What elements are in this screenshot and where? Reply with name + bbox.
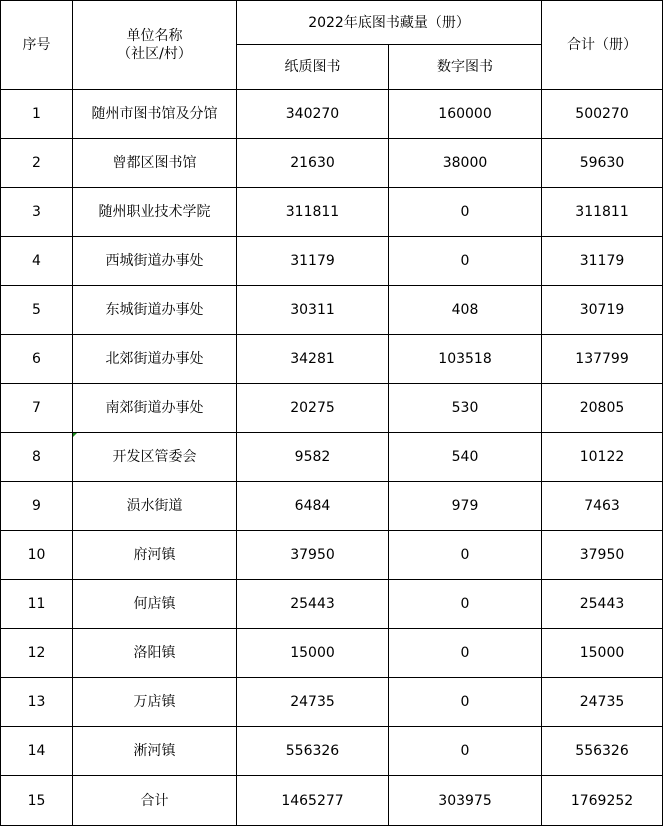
row-paper-books-cell: 311811 (237, 188, 389, 237)
table-row (1, 433, 663, 482)
row-digital-books-cell: 0 (389, 727, 542, 776)
row-index-cell: 13 (1, 678, 73, 727)
row-index-cell: 7 (1, 384, 73, 433)
row-digital-books-cell: 0 (389, 678, 542, 727)
table-row (1, 776, 663, 826)
row-digital-books-cell: 530 (389, 384, 542, 433)
row-paper-books-cell: 1465277 (237, 776, 389, 826)
row-digital-books-cell: 540 (389, 433, 542, 482)
row-total-cell: 1769252 (542, 776, 663, 826)
row-unit-name-cell: 西城街道办事处 (73, 237, 237, 286)
table-row (1, 286, 663, 335)
row-paper-books-cell: 37950 (237, 531, 389, 580)
header-paper-books: 纸质图书 (237, 45, 389, 90)
row-unit-name-cell: 洛阳镇 (73, 629, 237, 678)
row-index-cell: 9 (1, 482, 73, 531)
row-digital-books-cell: 38000 (389, 139, 542, 188)
row-index-cell: 4 (1, 237, 73, 286)
header-unit-name-line1: 单位名称 (126, 28, 183, 44)
row-unit-name-cell: 合计 (73, 776, 237, 826)
table-row (1, 678, 663, 727)
header-holdings-group: 2022年底图书藏量（册） (237, 1, 542, 45)
row-total-cell: 137799 (542, 335, 663, 384)
row-digital-books-cell: 160000 (389, 90, 542, 139)
row-digital-books-cell: 0 (389, 188, 542, 237)
header-row-top (1, 1, 663, 45)
row-total-cell: 37950 (542, 531, 663, 580)
row-index-cell: 11 (1, 580, 73, 629)
row-index-cell: 6 (1, 335, 73, 384)
row-index-cell: 3 (1, 188, 73, 237)
row-paper-books-cell: 24735 (237, 678, 389, 727)
row-unit-name-cell (73, 433, 237, 482)
row-total-cell: 15000 (542, 629, 663, 678)
table-row (1, 335, 663, 384)
row-digital-books-cell: 103518 (389, 335, 542, 384)
row-unit-name-cell: 府河镇 (73, 531, 237, 580)
row-total-cell: 25443 (542, 580, 663, 629)
row-total-cell: 311811 (542, 188, 663, 237)
row-unit-name-cell: 随州市图书馆及分馆 (73, 90, 237, 139)
row-paper-books-cell: 20275 (237, 384, 389, 433)
row-total-cell: 30719 (542, 286, 663, 335)
row-digital-books-cell: 408 (389, 286, 542, 335)
row-total-cell: 10122 (542, 433, 663, 482)
row-digital-books-cell: 0 (389, 531, 542, 580)
row-unit-name-cell: 北郊街道办事处 (73, 335, 237, 384)
row-index-cell: 5 (1, 286, 73, 335)
row-paper-books-cell: 25443 (237, 580, 389, 629)
row-index-cell: 10 (1, 531, 73, 580)
table-row (1, 482, 663, 531)
row-total-cell: 556326 (542, 727, 663, 776)
row-paper-books-cell: 340270 (237, 90, 389, 139)
row-digital-books-cell: 303975 (389, 776, 542, 826)
row-total-cell: 7463 (542, 482, 663, 531)
row-index-cell: 8 (1, 433, 73, 482)
row-index-cell: 1 (1, 90, 73, 139)
row-unit-name-cell: 曾都区图书馆 (73, 139, 237, 188)
cell-comment-marker (73, 433, 77, 437)
table-row (1, 90, 663, 139)
row-unit-name-cell: 南郊街道办事处 (73, 384, 237, 433)
table-row (1, 188, 663, 237)
row-unit-name-cell: 何店镇 (73, 580, 237, 629)
row-paper-books-cell: 30311 (237, 286, 389, 335)
row-index-cell: 12 (1, 629, 73, 678)
row-paper-books-cell: 34281 (237, 335, 389, 384)
row-total-cell: 500270 (542, 90, 663, 139)
row-paper-books-cell: 9582 (237, 433, 389, 482)
row-paper-books-cell: 556326 (237, 727, 389, 776)
row-unit-name-cell: 涢水街道 (73, 482, 237, 531)
row-index-cell: 15 (1, 776, 73, 826)
table-row (1, 531, 663, 580)
row-index-cell: 14 (1, 727, 73, 776)
table-row (1, 727, 663, 776)
header-unit-name (73, 1, 237, 90)
row-unit-name-cell: 随州职业技术学院 (73, 188, 237, 237)
header-digital-books: 数字图书 (389, 45, 542, 90)
header-total: 合计（册） (542, 1, 663, 90)
header-index: 序号 (1, 1, 73, 90)
row-paper-books-cell: 31179 (237, 237, 389, 286)
row-digital-books-cell: 0 (389, 237, 542, 286)
row-unit-name-text: 开发区管委会 (112, 449, 197, 465)
row-index-cell: 2 (1, 139, 73, 188)
row-total-cell: 31179 (542, 237, 663, 286)
table-row (1, 629, 663, 678)
row-total-cell: 59630 (542, 139, 663, 188)
row-total-cell: 20805 (542, 384, 663, 433)
row-digital-books-cell: 979 (389, 482, 542, 531)
table-row (1, 384, 663, 433)
row-unit-name-cell: 东城街道办事处 (73, 286, 237, 335)
row-unit-name-cell: 淅河镇 (73, 727, 237, 776)
table-row (1, 139, 663, 188)
row-total-cell: 24735 (542, 678, 663, 727)
table-row (1, 580, 663, 629)
row-digital-books-cell: 0 (389, 580, 542, 629)
row-paper-books-cell: 21630 (237, 139, 389, 188)
row-paper-books-cell: 15000 (237, 629, 389, 678)
header-unit-name-line2: （社区/村） (117, 46, 192, 62)
row-paper-books-cell: 6484 (237, 482, 389, 531)
table-row (1, 237, 663, 286)
row-digital-books-cell: 0 (389, 629, 542, 678)
row-unit-name-cell: 万店镇 (73, 678, 237, 727)
